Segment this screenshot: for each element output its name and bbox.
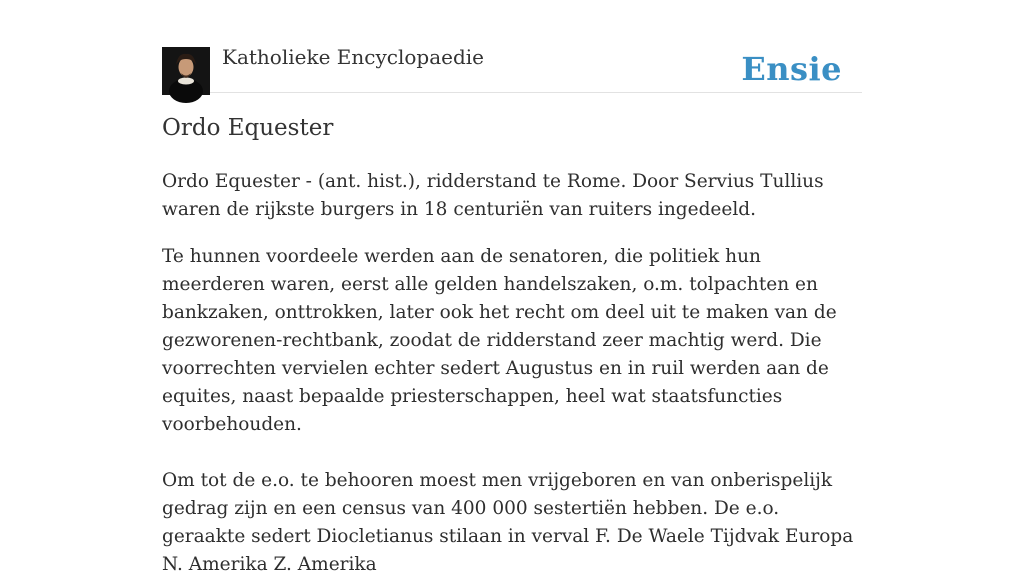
brand-logo[interactable]: Ensie xyxy=(741,50,842,88)
article-title: Ordo Equester xyxy=(162,115,334,141)
portrait-icon xyxy=(162,47,210,95)
page-container xyxy=(162,0,862,575)
site-name[interactable]: Katholieke Encyclopaedie xyxy=(222,45,484,69)
article-paragraph: Te hunnen voordeele werden aan de senatoren, die politiek hun meerderen waren, eerst alle gelden handelszaken, o.m. tolpachten en bankzaken, onttrokken, later ook het recht om deel uit te maken van de gezworenen-rechtbank, zoodat de ridderstand zeer machtig werd. Die voorrechten vervielen echter sedert Augustus en in ruil werden aan de equites, naast bepaalde priesterschappen, heel wat staatsfuncties voorbehouden. xyxy=(162,246,837,435)
article-body xyxy=(162,168,862,579)
article-paragraph: Ordo Equester - (ant. hist.), ridderstand te Rome. Door Servius Tullius waren de rijkste burgers in 18 centuriën van ruiters ingedeeld. xyxy=(162,171,824,220)
site-header xyxy=(162,0,862,93)
article-paragraph: Om tot de e.o. te behooren moest men vrijgeboren en van onberispelijk gedrag zijn en een census van 400 000 sestertiën hebben. De e.o. geraakte sedert Diocletianus stilaan in verval F. De Waele Tijdvak Europa N. Amerika Z. Amerika xyxy=(162,470,854,575)
avatar[interactable] xyxy=(162,47,210,95)
